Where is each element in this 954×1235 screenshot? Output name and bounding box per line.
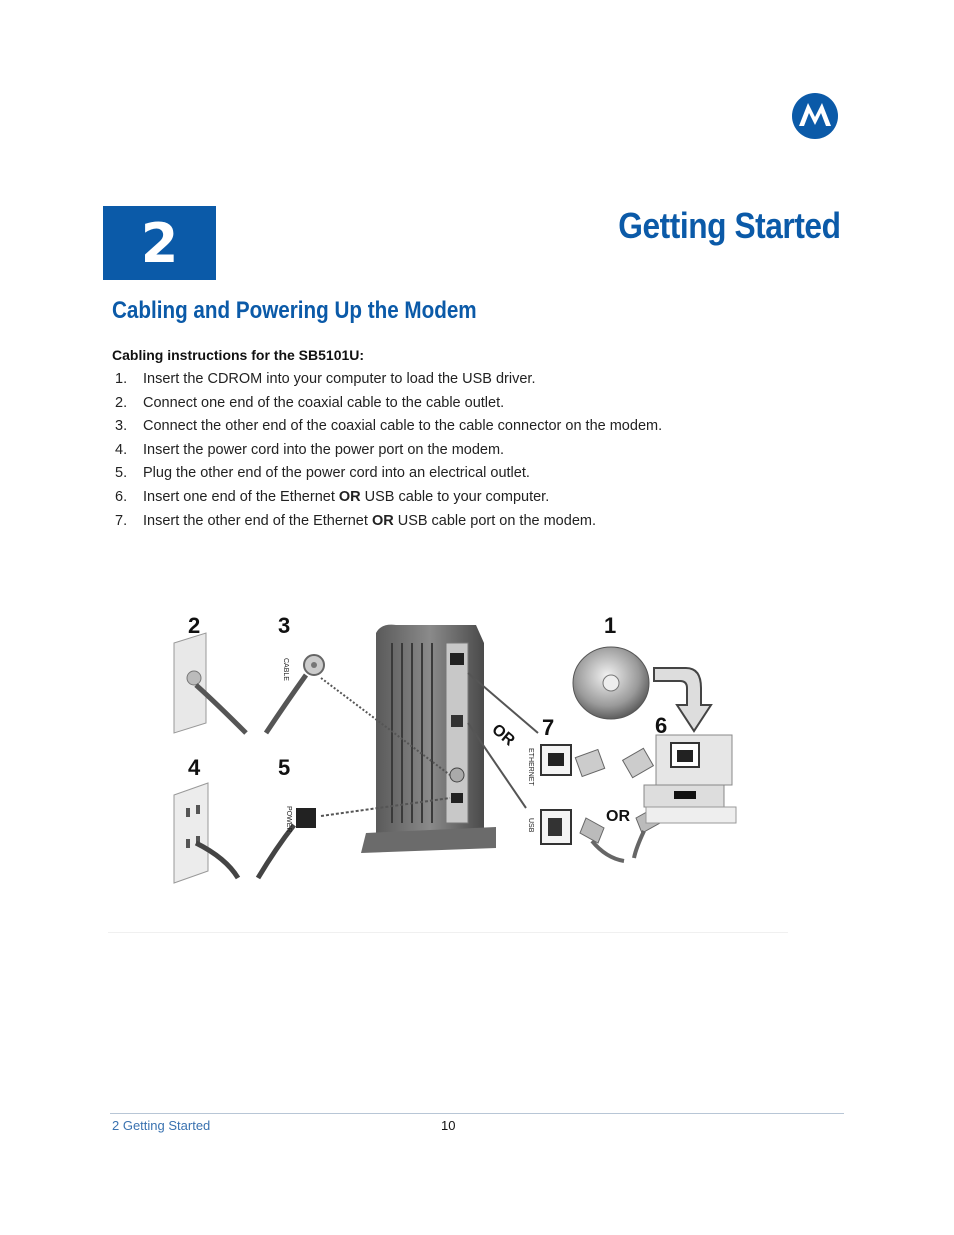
coax-wall-outlet	[174, 633, 246, 733]
instructions-list	[112, 368, 662, 533]
list-item: 7. Insert the other end of the Ethernet OR USB cable port on the modem.	[115, 512, 596, 529]
cabling-diagram	[166, 603, 766, 888]
diagram-or-label: OR	[606, 808, 630, 825]
diagram-label-2: 2	[188, 613, 201, 638]
port-label-ethernet: ETHERNET	[527, 748, 534, 786]
cdrom-disc	[573, 647, 649, 719]
list-item: 1. Insert the CDROM into your computer to load the USB driver.	[115, 371, 536, 387]
list-item: 2. Connect one end of the coaxial cable to the cable outlet.	[115, 394, 505, 411]
diagram-label-4: 4	[188, 755, 201, 780]
section-title: Cabling and Powering Up the Modem	[112, 297, 477, 324]
computer	[644, 735, 736, 823]
list-item: 4. Insert the power cord into the power port on the modem.	[115, 441, 505, 458]
diagram-label-6: 6	[655, 713, 668, 738]
list-item: 5. Plug the other end of the power cord into an electrical outlet.	[115, 465, 530, 482]
usb-port	[541, 810, 571, 844]
diagram-label-7: 7	[542, 715, 555, 740]
instructions-heading: Cabling instructions for the SB5101U:	[112, 347, 365, 363]
ethernet-cable	[575, 748, 653, 777]
diagram-label-3: 3	[278, 613, 291, 638]
ethernet-port	[541, 745, 571, 775]
power-wall-outlet	[174, 783, 238, 883]
diagram-or-label: OR	[488, 721, 518, 750]
motorola-logo-icon	[791, 92, 839, 140]
diagram-label-5: 5	[278, 755, 291, 780]
port-label-power: POWER	[285, 806, 292, 833]
port-label-cable: CABLE	[282, 658, 289, 681]
chapter-number: 2	[140, 211, 179, 275]
footer-rule	[110, 1113, 844, 1114]
port-label-usb: USB	[527, 818, 534, 833]
divider	[108, 932, 788, 933]
list-item: 6. Insert one end of the Ethernet OR USB cable to your computer.	[115, 488, 550, 505]
list-item: 3. Connect the other end of the coaxial cable to the cable connector on the modem.	[115, 418, 663, 435]
page-number: 10	[441, 1118, 456, 1133]
diagram-label-1: 1	[604, 613, 617, 638]
coax-cable-end	[266, 655, 324, 733]
footer-chapter: 2 Getting Started	[112, 1118, 211, 1133]
chapter-title: Getting Started	[618, 205, 841, 246]
chapter-number-box	[103, 206, 216, 280]
modem-rear	[361, 625, 496, 853]
